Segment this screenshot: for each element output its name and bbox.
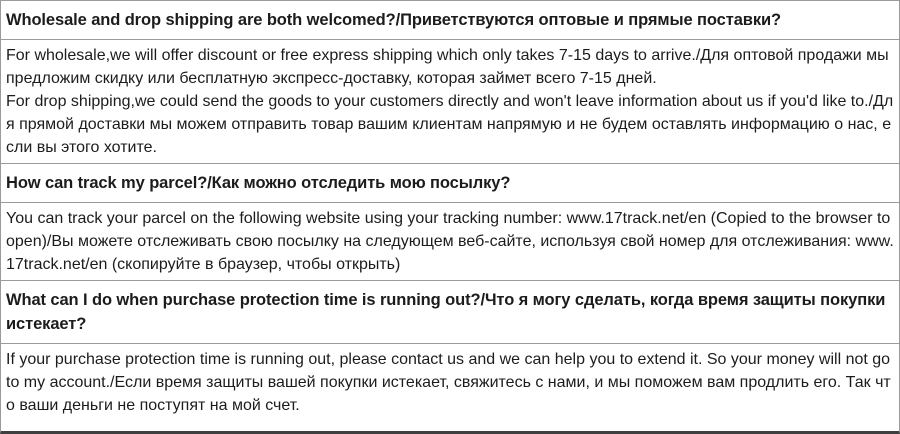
faq-question-protection: What can I do when purchase protection time is running out?/Что я могу сделать, когда время защиты покупки истекает? bbox=[1, 281, 899, 344]
faq-question-wholesale: Wholesale and drop shipping are both welcomed?/Приветствуются оптовые и прямые поставки? bbox=[1, 1, 899, 40]
faq-section-tracking bbox=[1, 164, 899, 281]
faq-answer-wholesale bbox=[1, 40, 899, 164]
faq-answer-tracking bbox=[1, 203, 899, 281]
faq-answer-protection bbox=[1, 344, 899, 421]
faq-answer-paragraph: If your purchase protection time is running out, please contact us and we can help you to extend it. So your money will not go to my account./Если время защиты вашей покупки истекает, свяжитесь с нами, и мы поможем вам продлить его. Так что ваши деньги не поступят на мой счет. bbox=[6, 351, 891, 414]
faq-answer-paragraph: You can track your parcel on the following website using your tracking number: www.17track.net/en (Copied to the browser to open)/Вы можете отслеживать свою посылку на следующем веб-сайте, используя свой номер для отслеживания: www.17track.net/en (скопируйте в браузер, чтобы открыть) bbox=[6, 210, 894, 273]
faq-question-tracking: How can track my parcel?/Как можно отследить мою посылку? bbox=[1, 164, 899, 203]
faq-answer-paragraph: For wholesale,we will offer discount or free express shipping which only takes 7-15 days to arrive./Для оптовой продажи мы предложим скидку или бесплатную экспресс-доставку, которая займет всего 7-15 дней. bbox=[6, 47, 889, 87]
faq-answer-paragraph: For drop shipping,we could send the goods to your customers directly and won't leave information about us if you'd like to./Для прямой доставки мы можем отправить товар вашим клиентам напрямую и не будем оставлять информацию о нас, если вы этого хотите. bbox=[6, 93, 894, 156]
faq-section-wholesale bbox=[1, 1, 899, 164]
faq-section-protection bbox=[1, 281, 899, 431]
